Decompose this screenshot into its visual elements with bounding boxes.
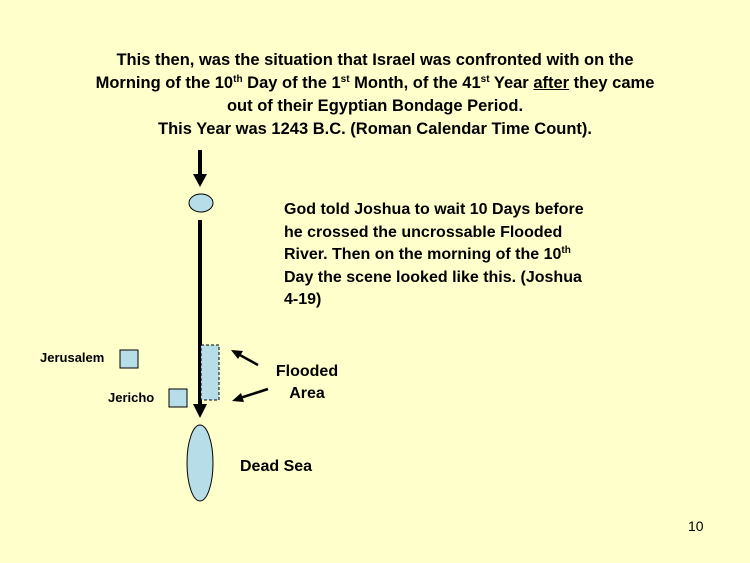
pointer-arrow-lower-head	[232, 393, 244, 402]
title-line-3: out of their Egyptian Bondage Period.	[226, 97, 524, 115]
flooded-area-label: Flooded Area	[275, 363, 339, 402]
narrative-line-3: River. Then on the morning of the 10th	[284, 245, 571, 264]
title-line-2: Morning of the 10th Day of the 1st Month, of the 41st Year after they came	[95, 74, 655, 92]
emphasis-after: after	[533, 74, 570, 92]
pointer-arrow-upper-shaft	[238, 354, 258, 365]
dead-sea-label: Dead Sea	[240, 458, 313, 475]
jerusalem-label: Jerusalem	[40, 350, 105, 365]
jerusalem-marker	[120, 350, 138, 368]
narrative-line-1: God told Joshua to wait 10 Days before	[284, 201, 584, 218]
title-line-4: This Year was 1243 B.C. (Roman Calendar Time Count).	[157, 120, 593, 138]
entry-arrow-head	[193, 174, 207, 187]
river-arrow-head	[193, 404, 207, 418]
sea-of-galilee-shape	[189, 194, 213, 212]
flooded-area-shape	[201, 345, 219, 400]
narrative-text	[284, 199, 664, 312]
narrative-line-4: Day the scene looked like this. (Joshua	[284, 268, 582, 286]
jericho-label: Jericho	[108, 390, 155, 405]
page-number: 10	[688, 518, 704, 534]
narrative-line-2: he crossed the uncrossable Flooded	[284, 223, 563, 241]
dead-sea-shape	[187, 425, 213, 501]
jericho-marker	[169, 389, 187, 407]
narrative-line-5: 4-19)	[284, 291, 322, 309]
title-line-1: This then, was the situation that Israel was confronted with on the	[116, 51, 634, 69]
